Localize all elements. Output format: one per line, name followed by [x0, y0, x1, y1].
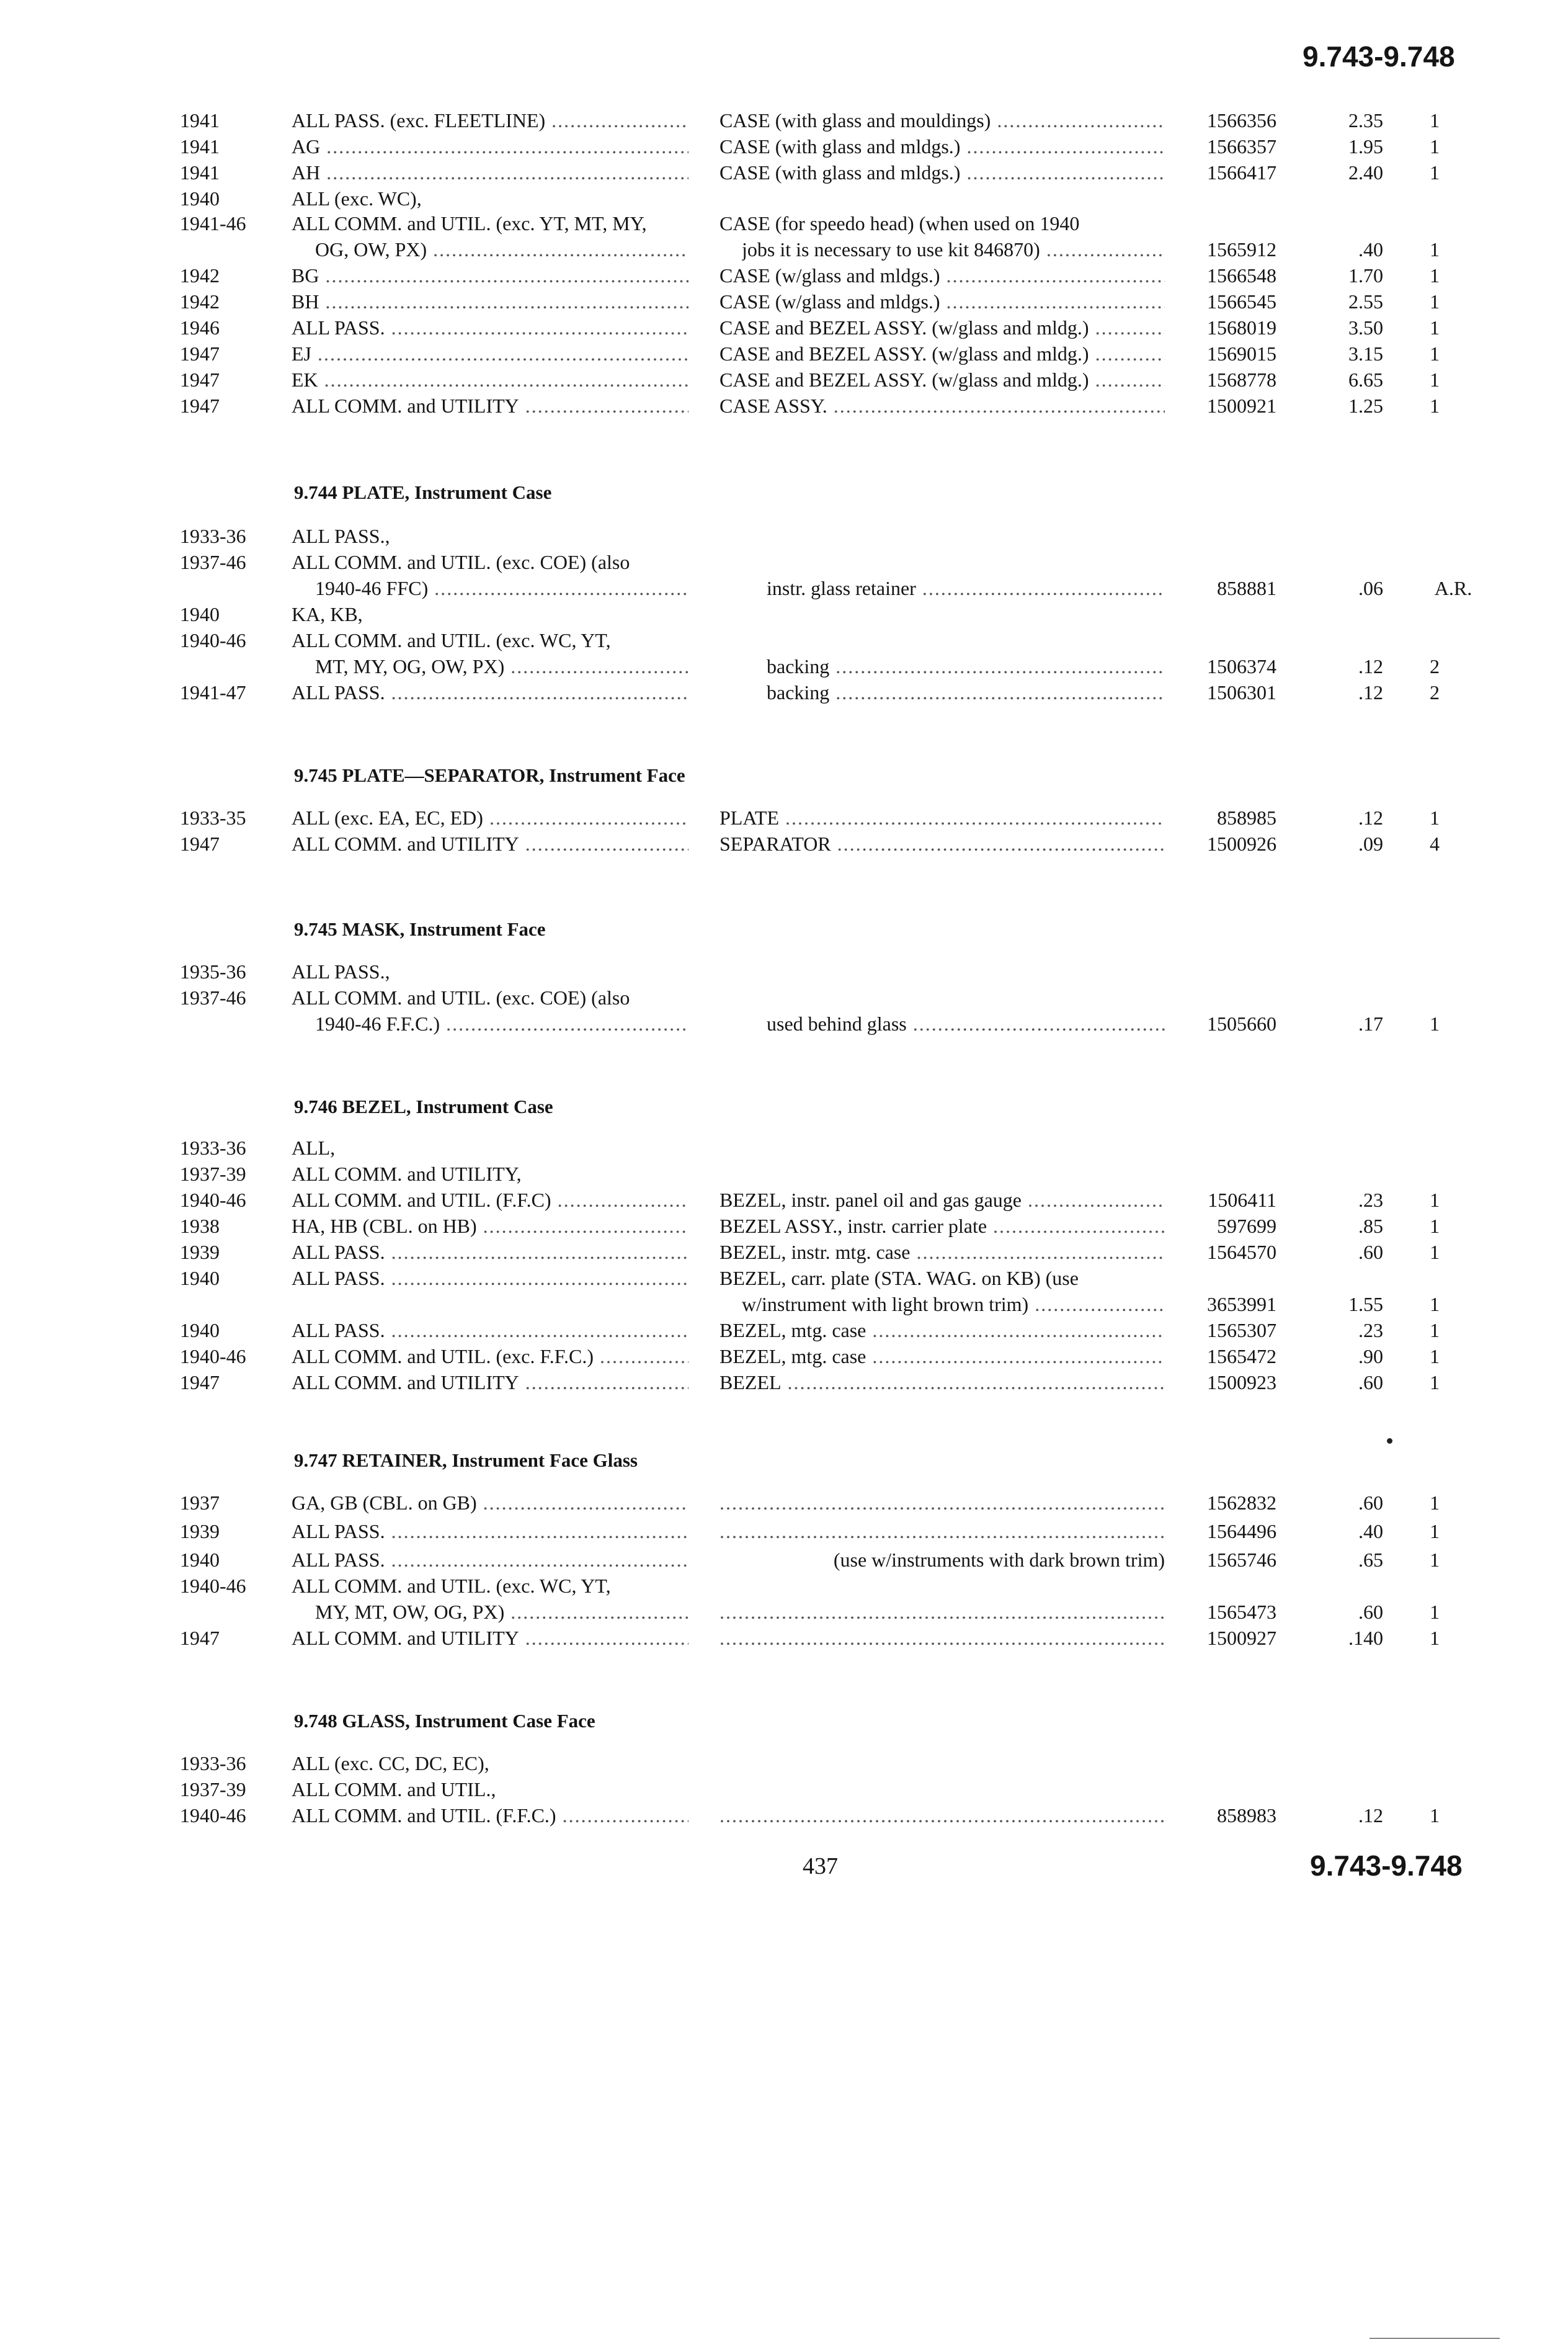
section-heading: 9.746 BEZEL, Instrument Case	[294, 1096, 553, 1117]
model-cell: ALL PASS. .....	[292, 681, 688, 704]
part-number-cell: 1565746	[1207, 1549, 1276, 1571]
model-cell: ALL COMM. and UTIL. (exc. COE) (also	[292, 551, 630, 573]
quantity-cell: 1	[1430, 807, 1440, 829]
table-row	[0, 264, 1568, 292]
description-cell: BEZEL, carr. plate (STA. WAG. on KB) (use	[719, 1267, 1079, 1289]
model-cell: OG, OW, PX) .....	[315, 238, 688, 261]
model-cell: ALL PASS. .....	[292, 1549, 688, 1572]
table-row	[0, 1778, 1568, 1805]
model-cell: ALL COMM. and UTIL.,	[292, 1778, 496, 1800]
year-cell: 1942	[180, 290, 220, 313]
model-cell: ALL PASS. .....	[292, 316, 688, 339]
year-cell: 1942	[180, 264, 220, 287]
price-cell: 1.70	[1348, 264, 1383, 287]
table-row	[0, 109, 1568, 136]
price-cell: 2.55	[1348, 290, 1383, 313]
description-cell: CASE (with glass and mldgs.) .....	[719, 161, 1165, 184]
description-cell: jobs it is necessary to use kit 846870) .....	[742, 238, 1165, 261]
table-row	[0, 1293, 1568, 1320]
quantity-cell: 1	[1430, 395, 1440, 417]
price-cell: .60	[1358, 1492, 1383, 1514]
description-cell: BEZEL, mtg. case .....	[719, 1345, 1165, 1368]
year-cell: 1937-39	[180, 1163, 246, 1185]
part-number-cell: 1568778	[1207, 369, 1276, 391]
model-cell: ALL (exc. CC, DC, EC),	[292, 1752, 489, 1774]
year-cell: 1939	[180, 1520, 220, 1542]
table-row	[0, 135, 1568, 163]
part-number-cell: 3653991	[1207, 1293, 1276, 1315]
table-row	[0, 807, 1568, 834]
table-row	[0, 1189, 1568, 1216]
model-cell: ALL (exc. EA, EC, ED) .....	[292, 807, 688, 830]
model-cell: ALL PASS. (exc. FLEETLINE) .....	[292, 109, 688, 132]
year-cell: 1937-46	[180, 551, 246, 573]
model-cell: ALL COMM. and UTILITY .....	[292, 1371, 688, 1394]
description-cell: backing .....	[767, 681, 1165, 704]
year-cell: 1947	[180, 1627, 220, 1649]
section-heading: 9.747 RETAINER, Instrument Face Glass	[294, 1449, 638, 1471]
quantity-cell: A.R.	[1434, 577, 1472, 599]
table-row	[0, 1163, 1568, 1190]
table-row	[0, 316, 1568, 344]
price-cell: .60	[1358, 1601, 1383, 1623]
quantity-cell: 1	[1430, 109, 1440, 132]
description-cell: BEZEL .....	[719, 1371, 1165, 1394]
quantity-cell: 1	[1430, 316, 1440, 339]
description-cell: BEZEL ASSY., instr. carrier plate .....	[719, 1215, 1165, 1238]
price-cell: .17	[1358, 1013, 1383, 1035]
model-cell: KA, KB,	[292, 603, 363, 625]
model-cell: ALL COMM. and UTILITY,	[292, 1163, 522, 1185]
print-speck	[1387, 1438, 1392, 1444]
year-cell: 1940-46	[180, 629, 246, 651]
part-number-cell: 597699	[1217, 1215, 1276, 1237]
page-number: 437	[803, 1853, 838, 1879]
table-row	[0, 1804, 1568, 1831]
price-cell: .09	[1358, 833, 1383, 855]
year-cell: 1940	[180, 1549, 220, 1571]
part-number-cell: 1505660	[1207, 1013, 1276, 1035]
quantity-cell: 2	[1430, 655, 1440, 678]
quantity-cell: 1	[1430, 1013, 1440, 1035]
part-number-cell: 858881	[1217, 577, 1276, 599]
quantity-cell: 1	[1430, 1215, 1440, 1237]
quantity-cell: 1	[1430, 342, 1440, 365]
model-cell: ALL COMM. and UTILITY .....	[292, 395, 688, 418]
description-cell: BEZEL, mtg. case .....	[719, 1319, 1165, 1342]
table-row	[0, 187, 1568, 215]
quantity-cell: 1	[1430, 1293, 1440, 1315]
description-cell: CASE (w/glass and mldgs.) .....	[719, 290, 1165, 313]
year-cell: 1947	[180, 342, 220, 365]
quantity-cell: 1	[1430, 135, 1440, 158]
year-cell: 1941	[180, 109, 220, 132]
year-cell: 1941	[180, 161, 220, 184]
price-cell: 1.95	[1348, 135, 1383, 158]
model-cell: AH .....	[292, 161, 688, 184]
model-cell: ALL PASS. .....	[292, 1267, 688, 1290]
quantity-cell: 1	[1430, 1371, 1440, 1393]
price-cell: .12	[1358, 681, 1383, 704]
quantity-cell: 1	[1430, 238, 1440, 261]
model-cell: ALL PASS.,	[292, 960, 390, 983]
part-number-cell: 1506301	[1207, 681, 1276, 704]
part-number-cell: 1566417	[1207, 161, 1276, 184]
year-cell: 1941-47	[180, 681, 246, 704]
quantity-cell: 1	[1430, 1549, 1440, 1571]
model-cell: 1940-46 F.F.C.) .....	[315, 1013, 688, 1035]
description-cell	[719, 1627, 1165, 1650]
part-number-cell: 1565472	[1207, 1345, 1276, 1367]
page-range-footer: 9.743-9.748	[1310, 1849, 1463, 1882]
year-cell: 1940	[180, 187, 220, 210]
model-cell: ALL (exc. WC),	[292, 187, 422, 210]
model-cell: ALL PASS. .....	[292, 1319, 688, 1342]
model-cell: 1940-46 FFC) .....	[315, 577, 688, 600]
model-cell: ALL COMM. and UTIL. (exc. WC, YT,	[292, 1575, 611, 1597]
table-row	[0, 369, 1568, 396]
year-cell: 1933-36	[180, 525, 246, 547]
description-cell: used behind glass .....	[767, 1013, 1165, 1035]
year-cell: 1940-46	[180, 1189, 246, 1211]
part-number-cell: 1500927	[1207, 1627, 1276, 1649]
description-cell: instr. glass retainer .....	[767, 577, 1165, 600]
year-cell: 1940-46	[180, 1345, 246, 1367]
table-row	[0, 603, 1568, 630]
description-cell: BEZEL, instr. panel oil and gas gauge .....	[719, 1189, 1165, 1212]
model-cell: ALL COMM. and UTILITY .....	[292, 1627, 688, 1650]
quantity-cell: 1	[1430, 1319, 1440, 1341]
model-cell: GA, GB (CBL. on GB) .....	[292, 1492, 688, 1514]
part-number-cell: 1506374	[1207, 655, 1276, 678]
year-cell: 1939	[180, 1241, 220, 1263]
table-row	[0, 1215, 1568, 1242]
table-row	[0, 238, 1568, 266]
description-cell: CASE (for speedo head) (when used on 1940	[719, 212, 1080, 235]
price-cell: .40	[1358, 238, 1383, 261]
table-row	[0, 212, 1568, 239]
table-row	[0, 1013, 1568, 1040]
description-cell	[719, 1520, 1165, 1543]
price-cell: .12	[1358, 807, 1383, 829]
description-cell: CASE (with glass and mldgs.) .....	[719, 135, 1165, 158]
table-row	[0, 986, 1568, 1014]
quantity-cell: 1	[1430, 1345, 1440, 1367]
quantity-cell: 1	[1430, 369, 1440, 391]
price-cell: 1.55	[1348, 1293, 1383, 1315]
description-cell: CASE (with glass and mouldings) .....	[719, 109, 1165, 132]
part-number-cell: 1565473	[1207, 1601, 1276, 1623]
part-number-cell: 1568019	[1207, 316, 1276, 339]
quantity-cell: 2	[1430, 681, 1440, 704]
part-number-cell: 1564496	[1207, 1520, 1276, 1542]
table-row	[0, 655, 1568, 682]
quantity-cell: 1	[1430, 264, 1440, 287]
quantity-cell: 1	[1430, 290, 1440, 313]
model-cell: EJ .....	[292, 342, 688, 365]
table-row	[0, 1601, 1568, 1628]
price-cell: .12	[1358, 655, 1383, 678]
table-row	[0, 161, 1568, 189]
description-cell: SEPARATOR .....	[719, 833, 1165, 856]
part-number-cell: 1565912	[1207, 238, 1276, 261]
section-heading: 9.745 MASK, Instrument Face	[294, 918, 546, 940]
table-row	[0, 833, 1568, 860]
year-cell: 1947	[180, 1371, 220, 1393]
price-cell: .65	[1358, 1549, 1383, 1571]
quantity-cell: 1	[1430, 1520, 1440, 1542]
price-cell: .140	[1348, 1627, 1383, 1649]
part-number-cell: 1569015	[1207, 342, 1276, 365]
table-row	[0, 1241, 1568, 1268]
table-row	[0, 1267, 1568, 1294]
price-cell: .60	[1358, 1241, 1383, 1263]
description-cell: CASE and BEZEL ASSY. (w/glass and mldg.) .....	[719, 316, 1165, 339]
price-cell: 2.40	[1348, 161, 1383, 184]
description-cell: CASE ASSY. .....	[719, 395, 1165, 418]
description-cell	[719, 1804, 1165, 1827]
model-cell: ALL COMM. and UTIL. (exc. COE) (also	[292, 986, 630, 1009]
quantity-cell: 1	[1430, 1241, 1440, 1263]
year-cell: 1938	[180, 1215, 220, 1237]
section-heading: 9.744 PLATE, Instrument Case	[294, 481, 552, 503]
part-number-cell: 1500926	[1207, 833, 1276, 855]
table-row	[0, 342, 1568, 370]
year-cell: 1937	[180, 1492, 220, 1514]
description-cell: (use w/instruments with dark brown trim)	[833, 1549, 1165, 1571]
model-cell: BH .....	[292, 290, 688, 313]
model-cell: MT, MY, OG, OW, PX) .....	[315, 655, 688, 678]
page-range-header: 9.743-9.748	[1303, 40, 1455, 73]
part-number-cell: 1500923	[1207, 1371, 1276, 1393]
description-cell: BEZEL, instr. mtg. case .....	[719, 1241, 1165, 1264]
model-cell: HA, HB (CBL. on HB) .....	[292, 1215, 688, 1238]
model-cell: ALL PASS. .....	[292, 1241, 688, 1264]
part-number-cell: 858983	[1217, 1804, 1276, 1827]
table-row	[0, 1345, 1568, 1372]
quantity-cell: 1	[1430, 1601, 1440, 1623]
price-cell: .23	[1358, 1189, 1383, 1211]
table-row	[0, 1520, 1568, 1547]
price-cell: .23	[1358, 1319, 1383, 1341]
table-row	[0, 1492, 1568, 1519]
part-number-cell: 858985	[1217, 807, 1276, 829]
year-cell: 1937-46	[180, 986, 246, 1009]
model-cell: ALL PASS. .....	[292, 1520, 688, 1543]
model-cell: ALL PASS.,	[292, 525, 390, 547]
quantity-cell: 1	[1430, 1804, 1440, 1827]
part-number-cell: 1566356	[1207, 109, 1276, 132]
price-cell: .12	[1358, 1804, 1383, 1827]
description-cell: PLATE .....	[719, 807, 1165, 830]
model-cell: BG .....	[292, 264, 688, 287]
price-cell: .40	[1358, 1520, 1383, 1542]
year-cell: 1935-36	[180, 960, 246, 983]
table-row	[0, 960, 1568, 988]
description-cell: CASE (w/glass and mldgs.) .....	[719, 264, 1165, 287]
price-cell: .85	[1358, 1215, 1383, 1237]
year-cell: 1933-36	[180, 1752, 246, 1774]
table-row	[0, 629, 1568, 656]
model-cell: ALL,	[292, 1137, 336, 1159]
model-cell: ALL COMM. and UTIL. (exc. YT, MT, MY,	[292, 212, 647, 235]
description-cell	[719, 1601, 1165, 1624]
price-cell: .60	[1358, 1371, 1383, 1393]
model-cell: ALL COMM. and UTIL. (exc. WC, YT,	[292, 629, 611, 651]
table-row	[0, 395, 1568, 422]
part-number-cell: 1566548	[1207, 264, 1276, 287]
table-row	[0, 525, 1568, 552]
year-cell: 1933-36	[180, 1137, 246, 1159]
year-cell: 1947	[180, 395, 220, 417]
table-row	[0, 577, 1568, 604]
table-row	[0, 290, 1568, 318]
price-cell: .06	[1358, 577, 1383, 599]
year-cell: 1940-46	[180, 1804, 246, 1827]
part-number-cell: 1564570	[1207, 1241, 1276, 1263]
quantity-cell: 1	[1430, 1189, 1440, 1211]
table-row	[0, 1752, 1568, 1779]
description-cell: CASE and BEZEL ASSY. (w/glass and mldg.) .....	[719, 342, 1165, 365]
description-cell: CASE and BEZEL ASSY. (w/glass and mldg.) .....	[719, 369, 1165, 391]
year-cell: 1946	[180, 316, 220, 339]
price-cell: 6.65	[1348, 369, 1383, 391]
price-cell: 1.25	[1348, 395, 1383, 417]
table-row	[0, 1137, 1568, 1164]
part-number-cell: 1506411	[1208, 1189, 1276, 1211]
description-cell	[719, 1492, 1165, 1514]
price-cell: 3.15	[1348, 342, 1383, 365]
year-cell: 1940	[180, 603, 220, 625]
part-number-cell: 1565307	[1207, 1319, 1276, 1341]
table-row	[0, 1371, 1568, 1398]
model-cell: ALL COMM. and UTIL. (F.F.C.) .....	[292, 1804, 688, 1827]
model-cell: MY, MT, OW, OG, PX) .....	[315, 1601, 688, 1624]
price-cell: 2.35	[1348, 109, 1383, 132]
table-row	[0, 1549, 1568, 1576]
table-row	[0, 1627, 1568, 1654]
quantity-cell: 1	[1430, 1627, 1440, 1649]
quantity-cell: 1	[1430, 161, 1440, 184]
model-cell: ALL COMM. and UTIL. (F.F.C) .....	[292, 1189, 688, 1212]
year-cell: 1933-35	[180, 807, 246, 829]
year-cell: 1947	[180, 369, 220, 391]
table-row	[0, 1319, 1568, 1346]
section-heading: 9.748 GLASS, Instrument Case Face	[294, 1710, 595, 1732]
model-cell: AG .....	[292, 135, 688, 158]
description-cell: backing .....	[767, 655, 1165, 678]
quantity-cell: 4	[1430, 833, 1440, 855]
part-number-cell: 1500921	[1207, 395, 1276, 417]
model-cell: ALL COMM. and UTILITY .....	[292, 833, 688, 856]
table-row	[0, 1575, 1568, 1602]
model-cell: ALL COMM. and UTIL. (exc. F.F.C.) .....	[292, 1345, 688, 1368]
price-cell: 3.50	[1348, 316, 1383, 339]
model-cell: EK .....	[292, 369, 688, 391]
part-number-cell: 1562832	[1207, 1492, 1276, 1514]
year-cell: 1941-46	[180, 212, 246, 235]
price-cell: .90	[1358, 1345, 1383, 1367]
year-cell: 1940	[180, 1267, 220, 1289]
description-cell: w/instrument with light brown trim) .....	[742, 1293, 1165, 1316]
table-row	[0, 681, 1568, 709]
year-cell: 1941	[180, 135, 220, 158]
quantity-cell: 1	[1430, 1492, 1440, 1514]
year-cell: 1947	[180, 833, 220, 855]
section-heading: 9.745 PLATE—SEPARATOR, Instrument Face	[294, 764, 685, 786]
table-row	[0, 551, 1568, 578]
year-cell: 1937-39	[180, 1778, 246, 1800]
year-cell: 1940-46	[180, 1575, 246, 1597]
part-number-cell: 1566357	[1207, 135, 1276, 158]
year-cell: 1940	[180, 1319, 220, 1341]
part-number-cell: 1566545	[1207, 290, 1276, 313]
